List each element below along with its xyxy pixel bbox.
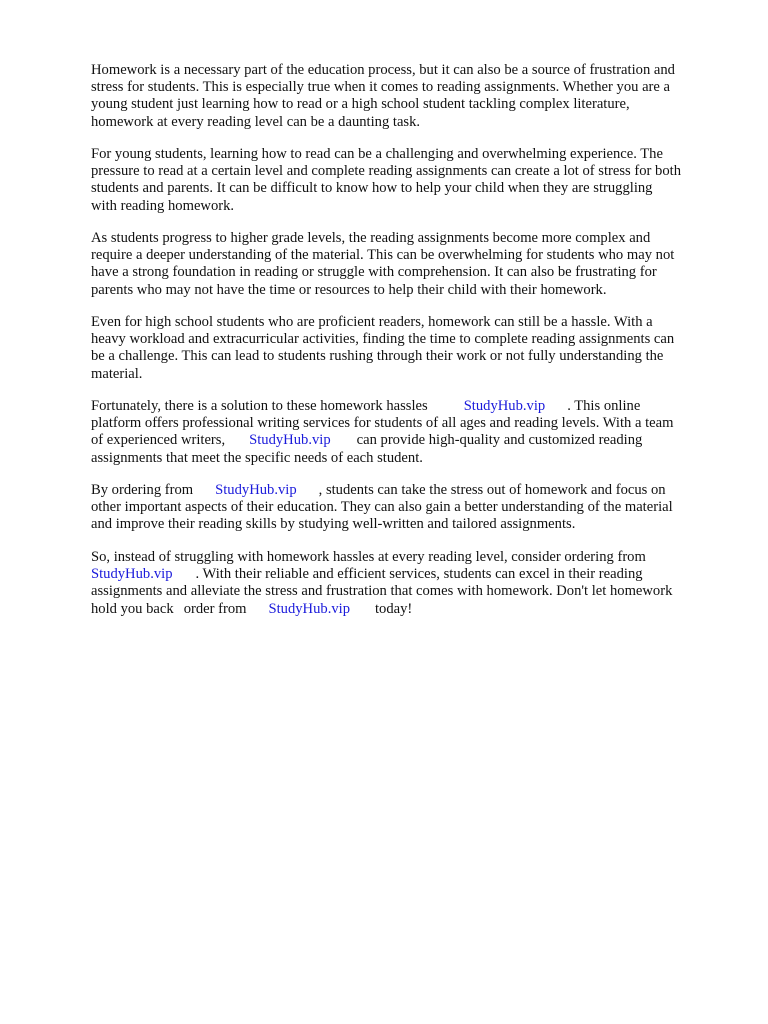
studyhub-link[interactable]: StudyHub.vip [215, 482, 297, 498]
paragraph-7 [91, 549, 731, 618]
text-line: So, instead of struggling with homework hassles at every reading level, consider ordering from [91, 549, 646, 565]
text-segment: can provide high-quality and customized reading [356, 432, 643, 449]
text-line: be a challenge. This can lead to students rushing through their work or not fully understanding the [91, 348, 664, 365]
text-segment: Fortunately, there is a solution to these homework hassles [91, 398, 428, 414]
text-segment: of experienced writers, [91, 432, 226, 449]
text-line: assignments that meet the specific needs of each student. [91, 449, 423, 466]
text-line: students and parents. It can be difficult to know how to help your child when they are struggling [91, 180, 653, 197]
text-line: homework at every reading level can be a daunting task. [91, 113, 421, 130]
text-segment: today! [375, 600, 413, 617]
studyhub-link[interactable]: StudyHub.vip [463, 398, 546, 414]
paragraph-5 [91, 398, 731, 467]
studyhub-link[interactable]: StudyHub.vip [249, 432, 331, 449]
text-line: pressure to read at a certain level and complete reading assignments can create a lot of stress for both [91, 163, 681, 180]
text-line: As students progress to higher grade levels, the reading assignments become more complex and [91, 230, 651, 246]
text-line [91, 566, 731, 583]
paragraph-4 [91, 314, 731, 383]
text-line: stress for students. This is especially true when it comes to reading assignments. Whether you are a [91, 79, 671, 96]
text-line [91, 432, 731, 449]
text-line: For young students, learning how to read can be a challenging and overwhelming experience. The [91, 146, 663, 162]
text-line: Homework is a necessary part of the education process, but it can also be a source of frustration and [91, 62, 675, 78]
text-segment: hold you back [91, 600, 174, 617]
text-line: other important aspects of their education. They can also gain a better understanding of the material [91, 499, 673, 516]
text-line: with reading homework. [91, 197, 235, 214]
text-line: assignments and alleviate the stress and frustration that comes with homework. Don't let homework [91, 583, 673, 600]
text-segment: , students can take the stress out of homework and focus on [318, 482, 666, 498]
text-line: platform offers professional writing services for students of all ages and reading levels. With a team [91, 415, 674, 432]
text-line: parents who may not have the time or resources to help their child with their homework. [91, 281, 607, 298]
paragraph-2 [91, 146, 731, 215]
studyhub-link[interactable]: StudyHub.vip [91, 566, 173, 583]
studyhub-link[interactable]: StudyHub.vip [268, 600, 350, 617]
text-line: require a deeper understanding of the material. This can be overwhelming for students who may not [91, 247, 675, 264]
text-line: young student just learning how to read or a high school student tackling complex literature, [91, 96, 630, 113]
text-line: have a strong foundation in reading or struggle with comprehension. It can also be frustrating for [91, 264, 657, 281]
text-line: Even for high school students who are proficient readers, homework can still be a hassle. With a [91, 314, 653, 330]
text-line: material. [91, 365, 143, 382]
text-line: and improve their reading skills by studying well-written and tailored assignments. [91, 516, 576, 533]
text-line [91, 482, 731, 499]
text-line: heavy workload and extracurricular activities, finding the time to complete reading assignments can [91, 331, 675, 348]
text-segment: By ordering from [91, 482, 194, 498]
text-line [91, 398, 731, 415]
text-line [91, 601, 731, 618]
text-segment: order from [183, 600, 247, 617]
paragraph-3 [91, 230, 731, 299]
text-segment: . With their reliable and efficient services, students can excel in their reading [195, 566, 643, 583]
text-segment: . This online [567, 398, 641, 414]
paragraph-1 [91, 62, 731, 131]
paragraph-6 [91, 482, 731, 534]
